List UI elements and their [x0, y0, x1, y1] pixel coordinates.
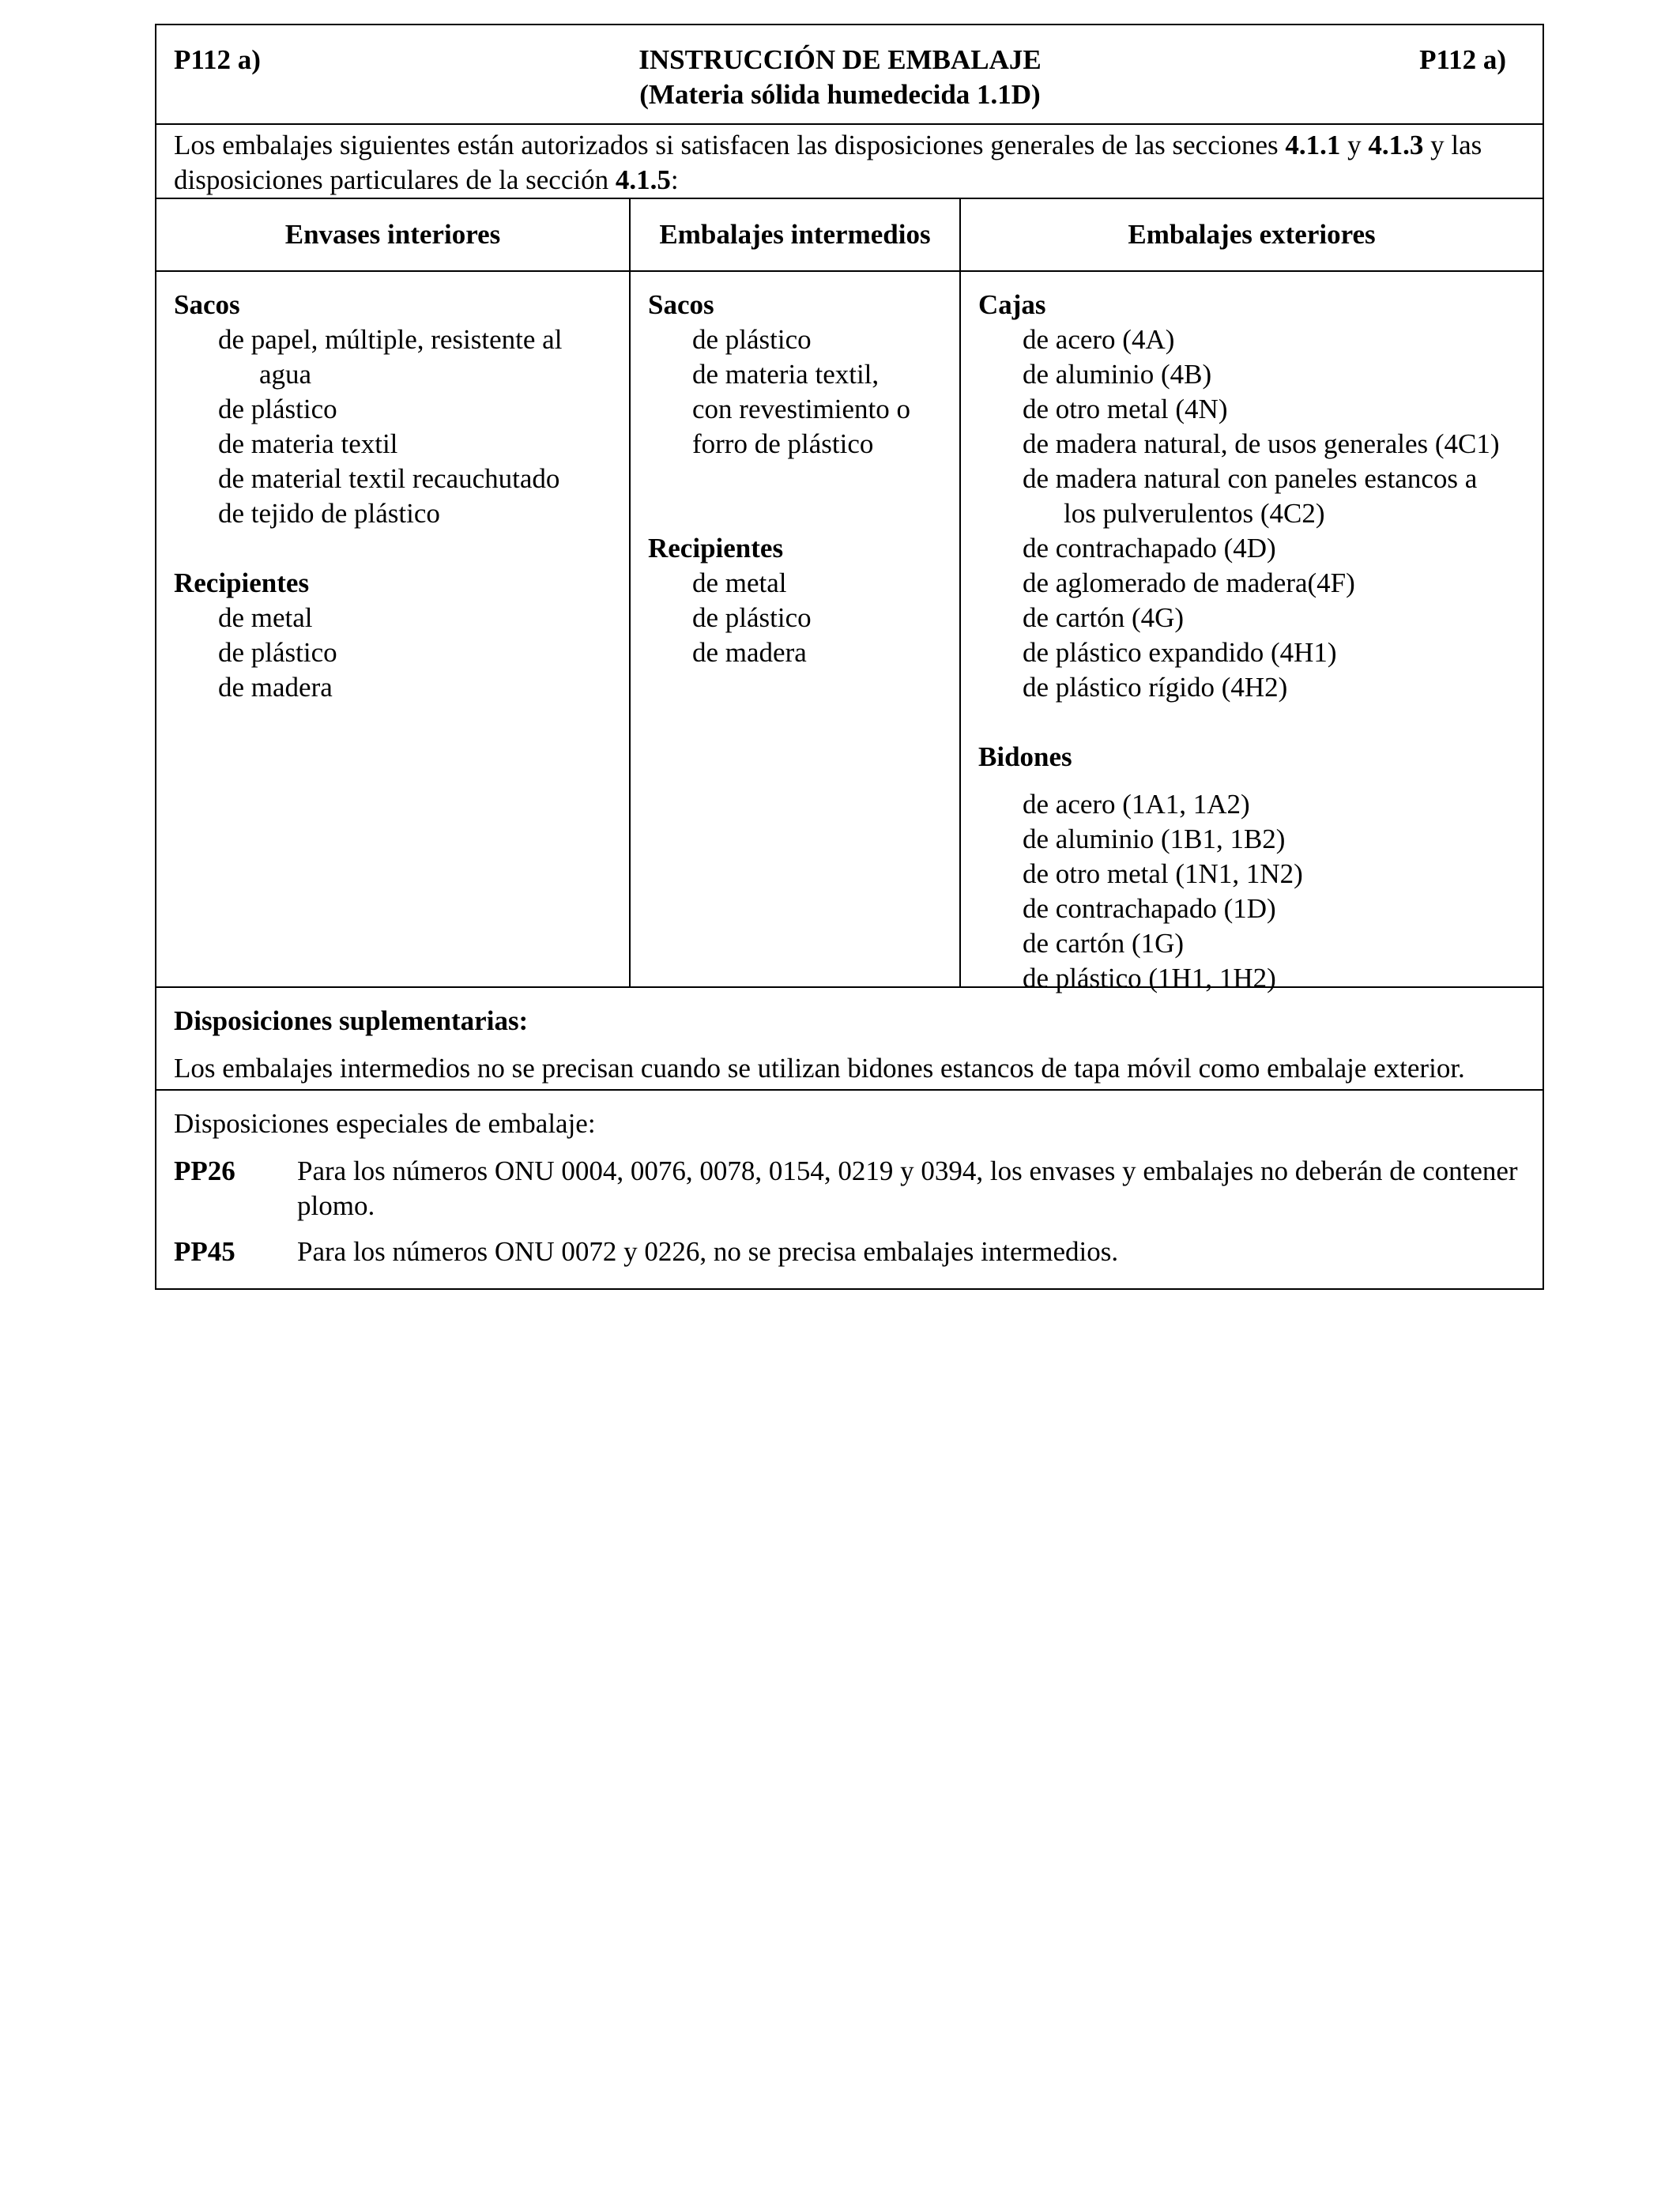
list-item: de papel, múltiple, resistente al [218, 324, 563, 355]
list-item: de tejido de plástico [218, 498, 440, 529]
special-packing-provisions [156, 1091, 1543, 1288]
page-title: INSTRUCCIÓN DE EMBALAJE [638, 44, 1042, 75]
packing-instruction-table [155, 24, 1544, 1290]
column-headers-row [156, 199, 1543, 272]
header-intermediate-packagings: Embalajes intermedios [631, 199, 961, 270]
group-title-recipientes: Recipientes [648, 533, 784, 564]
list-item: de materia textil, [692, 359, 880, 390]
group-title-sacos: Sacos [648, 289, 714, 320]
provision-text: Para los números ONU 0072 y 0226, no se precisa embalajes intermedios. [297, 1236, 1119, 1267]
provision-text: Para los números ONU 0004, 0076, 0078, 0154, 0219 y 0394, los envases y embalajes no deberán de contener plomo. [297, 1155, 1518, 1221]
provision-item [174, 1154, 1525, 1223]
provision-item [174, 1235, 1525, 1269]
list-item: de aluminio (1B1, 1B2) [1023, 824, 1286, 854]
list-item: de acero (4A) [1023, 324, 1175, 355]
title-block [332, 43, 1348, 112]
list-item: de contrachapado (1D) [1023, 893, 1276, 924]
outer-packagings-cell [961, 272, 1543, 993]
section-ref-3: 4.1.5 [615, 164, 671, 195]
list-item: de contrachapado (4D) [1023, 533, 1276, 564]
list-item: de otro metal (1N1, 1N2) [1023, 858, 1303, 889]
list-item: de madera [218, 672, 333, 703]
list-item: de plástico rígido (4H2) [1023, 672, 1288, 703]
list-item: de plástico expandido (4H1) [1023, 637, 1337, 668]
intro-text-c: y las disposiciones particulares de la sección [174, 130, 1482, 195]
intro-text-b: y [1340, 130, 1369, 160]
list-item: de materia textil [218, 428, 398, 459]
special-provisions-title: Disposiciones especiales de embalaje: [174, 1108, 596, 1139]
supplementary-title: Disposiciones suplementarias: [174, 1005, 529, 1036]
list-item: agua [259, 359, 312, 390]
list-item: de cartón (1G) [1023, 928, 1185, 959]
provision-code: PP26 [174, 1155, 235, 1186]
list-item: de cartón (4G) [1023, 602, 1185, 633]
list-item: de madera [692, 637, 807, 668]
list-item: de material textil recauchutado [218, 463, 560, 494]
list-item: de plástico [692, 602, 812, 633]
list-item: de aluminio (4B) [1023, 359, 1212, 390]
list-item: con revestimiento o [692, 394, 911, 424]
intro-paragraph [156, 125, 1543, 199]
intermediate-packagings-cell [631, 272, 961, 986]
packaging-lists-row [156, 272, 1543, 993]
group-title-sacos: Sacos [174, 289, 240, 320]
section-ref-2: 4.1.3 [1368, 130, 1424, 160]
intro-text-d: : [670, 164, 679, 195]
header-inner-packagings: Envases interiores [156, 199, 631, 270]
list-item: de otro metal (4N) [1023, 394, 1228, 424]
list-item: de plástico [218, 637, 337, 668]
list-item: forro de plástico [692, 428, 874, 459]
list-item: de madera natural con paneles estancos a [1023, 463, 1478, 494]
inner-packagings-cell [156, 272, 631, 986]
list-item: de metal [692, 567, 787, 598]
list-item: de plástico [218, 394, 337, 424]
list-item: de madera natural, de usos generales (4C1) [1023, 428, 1500, 459]
group-title-cajas: Cajas [978, 289, 1046, 320]
header-outer-packagings: Embalajes exteriores [1128, 219, 1376, 250]
group-title-recipientes: Recipientes [174, 567, 310, 598]
supplementary-provisions [156, 988, 1543, 1091]
intro-text-a: Los embalajes siguientes están autorizados si satisfacen las disposiciones generales de las secciones [174, 130, 1286, 160]
provision-code: PP45 [174, 1236, 235, 1267]
instruction-code-left: P112 a) [174, 44, 261, 75]
list-item: de plástico (1H1, 1H2) [1023, 963, 1276, 993]
group-title-bidones: Bidones [978, 741, 1072, 772]
list-item: de metal [218, 602, 313, 633]
instruction-code-right: P112 a) [1419, 44, 1506, 75]
supplementary-text: Los embalajes intermedios no se precisan cuando se utilizan bidones estancos de tapa móvil como embalaje exterior. [174, 1053, 1465, 1084]
list-item: los pulverulentos (4C2) [1064, 498, 1325, 529]
list-item: de plástico [692, 324, 812, 355]
title-row [156, 25, 1543, 125]
page-subtitle: (Materia sólida humedecida 1.1D) [639, 79, 1041, 110]
list-item: de acero (1A1, 1A2) [1023, 789, 1250, 820]
section-ref-1: 4.1.1 [1285, 130, 1341, 160]
list-item: de aglomerado de madera(4F) [1023, 567, 1355, 598]
